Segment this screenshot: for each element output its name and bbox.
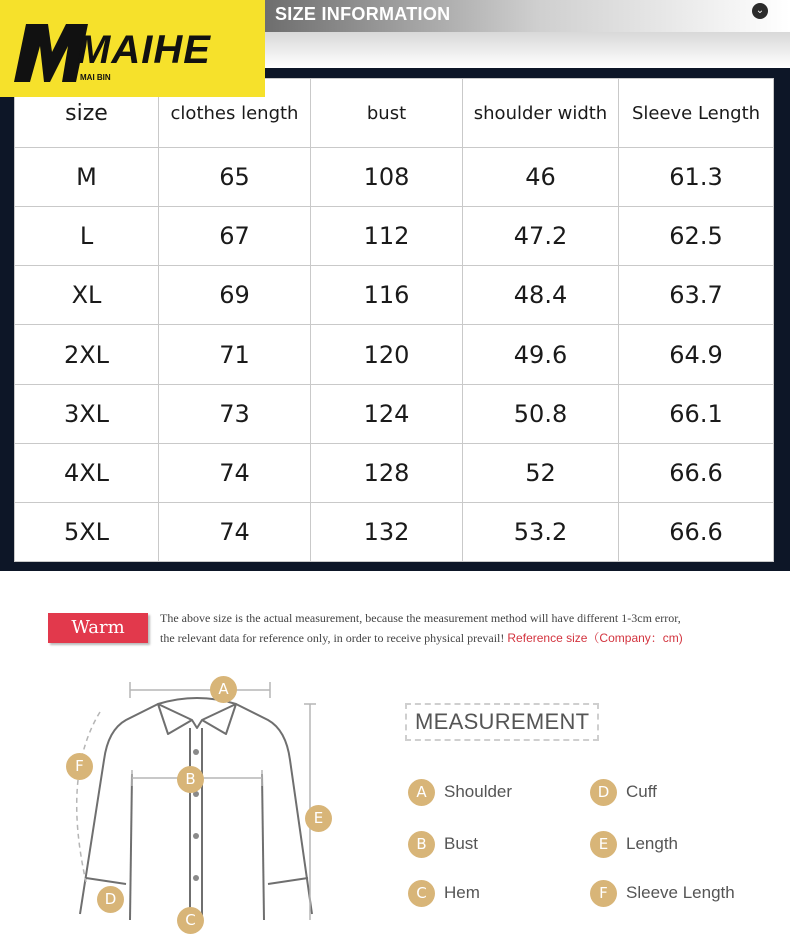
logo-subtitle: MAI BIN (80, 73, 111, 82)
table-cell: 66.6 (619, 443, 774, 502)
marker-f-icon: F (66, 753, 93, 780)
table-cell: 64.9 (619, 325, 774, 384)
header-cell-shoulder-width: shoulder width (463, 79, 619, 148)
table-cell: 67 (159, 207, 311, 266)
header-cell-size: size (15, 79, 159, 148)
legend-c-icon: C (408, 880, 435, 907)
brand-logo (0, 0, 265, 97)
legend-a-icon: A (408, 779, 435, 806)
table-row (15, 266, 774, 325)
table-cell: 128 (311, 443, 463, 502)
header-cell-clothes-length: clothes length (159, 79, 311, 148)
table-cell: 66.1 (619, 384, 774, 443)
table-cell: 71 (159, 325, 311, 384)
table-row (15, 148, 774, 207)
table-cell: 108 (311, 148, 463, 207)
table-row (15, 207, 774, 266)
shirt-icon (40, 664, 370, 920)
legend-label: Shoulder (444, 782, 513, 801)
size-table (14, 78, 774, 562)
legend-e-icon: E (590, 831, 617, 858)
table-cell: 50.8 (463, 384, 619, 443)
table-cell: 5XL (15, 502, 159, 561)
tips-line-1: The above size is the actual measurement, because the measurement method will have different 1-3cm error, (160, 611, 681, 625)
table-cell: 52 (463, 443, 619, 502)
marker-a-icon: A (210, 676, 237, 703)
table-cell: 120 (311, 325, 463, 384)
legend-b-icon: B (408, 831, 435, 858)
marker-b-icon: B (177, 766, 204, 793)
table-cell: M (15, 148, 159, 207)
header-title: SIZE INFORMATION (275, 4, 451, 24)
reference-size-note: Reference size（Company：cm) (507, 631, 683, 645)
legend-label: Length (626, 834, 678, 853)
chevron-down-icon[interactable]: ⌄ (752, 3, 768, 19)
table-cell: 53.2 (463, 502, 619, 561)
table-cell: L (15, 207, 159, 266)
table-cell: 66.6 (619, 502, 774, 561)
table-row (15, 325, 774, 384)
table-cell: 61.3 (619, 148, 774, 207)
table-cell: 46 (463, 148, 619, 207)
header-cell-sleeve-length: Sleeve Length (619, 79, 774, 148)
measurement-title: MEASUREMENT (405, 703, 599, 741)
table-cell: 132 (311, 502, 463, 561)
table-row (15, 384, 774, 443)
table-row (15, 502, 774, 561)
table-cell: 112 (311, 207, 463, 266)
tips-line-2-text: the relevant data for reference only, in order to receive physical prevail! (160, 631, 505, 645)
table-cell: 49.6 (463, 325, 619, 384)
tips-line-2 (160, 629, 683, 646)
table-cell: 3XL (15, 384, 159, 443)
marker-c-icon: C (177, 907, 204, 934)
table-cell: 74 (159, 443, 311, 502)
table-cell: 2XL (15, 325, 159, 384)
legend-d-icon: D (590, 779, 617, 806)
legend-label: Bust (444, 834, 479, 853)
table-cell: 47.2 (463, 207, 619, 266)
header-cell-bust: bust (311, 79, 463, 148)
table-row (15, 443, 774, 502)
legend-f-icon: F (590, 880, 617, 907)
legend-label: Sleeve Length (626, 883, 735, 902)
marker-e-icon: E (305, 805, 332, 832)
legend-label: Hem (444, 883, 480, 902)
marker-d-icon: D (97, 886, 124, 913)
table-cell: 65 (159, 148, 311, 207)
table-cell: 116 (311, 266, 463, 325)
table-cell: 74 (159, 502, 311, 561)
table-cell: 73 (159, 384, 311, 443)
table-cell: 69 (159, 266, 311, 325)
table-cell: 63.7 (619, 266, 774, 325)
table-cell: 124 (311, 384, 463, 443)
logo-wordmark: MAIHE (77, 28, 211, 72)
table-cell: 62.5 (619, 207, 774, 266)
warm-tips-badge: Warm Tips: (48, 613, 148, 643)
table-cell: 48.4 (463, 266, 619, 325)
legend-label: Cuff (626, 782, 657, 801)
table-cell: 4XL (15, 443, 159, 502)
table-cell: XL (15, 266, 159, 325)
